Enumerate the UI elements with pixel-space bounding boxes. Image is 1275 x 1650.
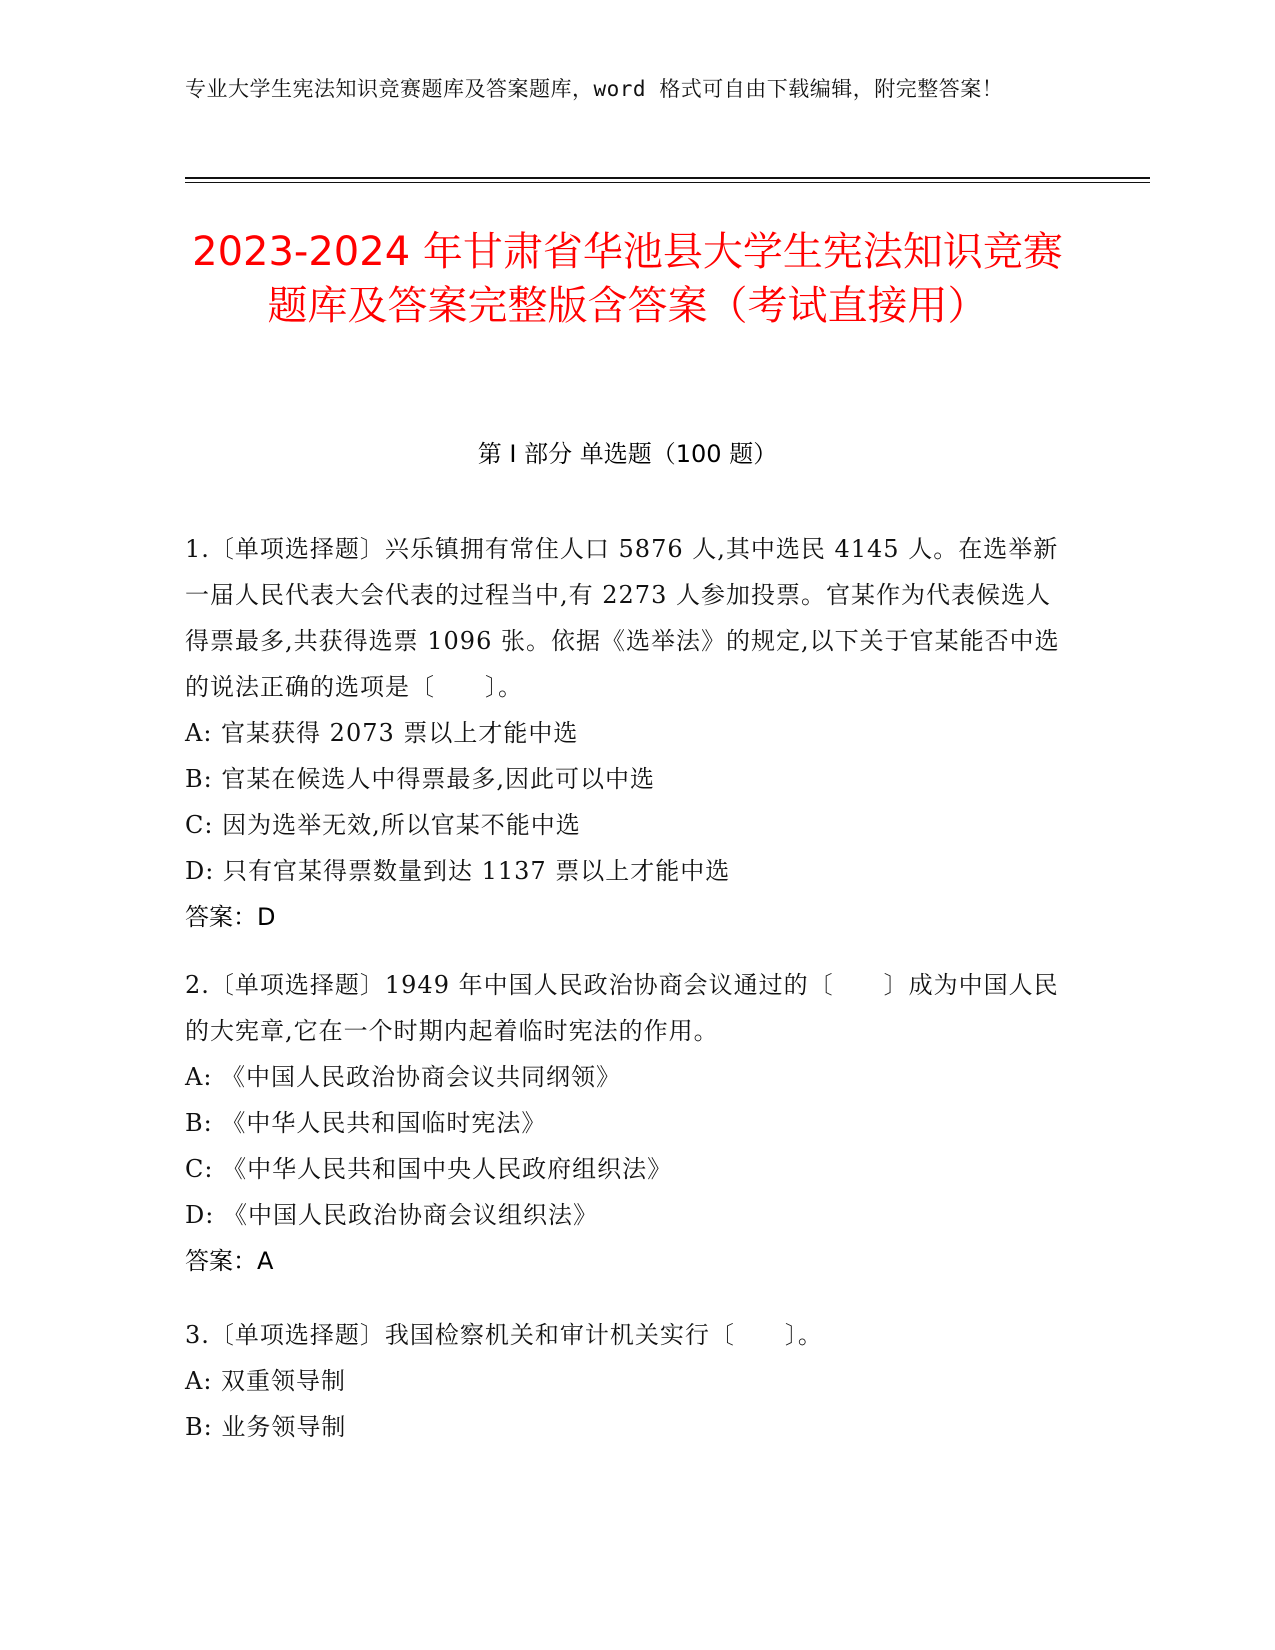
option-a: A: 《中国人民政治协商会议共同纲领》 (185, 1063, 622, 1091)
question-3 (185, 1312, 1070, 1450)
option-d: D: 《中国人民政治协商会议组织法》 (185, 1201, 598, 1229)
document-title: 2023-2024 年甘肃省华池县大学生宪法知识竞赛题库及答案完整版含答案（考试直接用） (192, 229, 1063, 329)
option-b: B: 官某在候选人中得票最多,因此可以中选 (185, 765, 655, 793)
option-b: B: 《中华人民共和国临时宪法》 (185, 1109, 547, 1137)
answer-label: 答案：A (185, 1247, 274, 1275)
question-stem: 1.〔单项选择题〕兴乐镇拥有常住人口 5876 人,其中选民 4145 人。在选举新一届人民代表大会代表的过程当中,有 2273 人参加投票。官某作为代表候选人得票最多,共获得选票 1096 张。依据《选举法》的规定,以下关于官某能否中选的说法正确的选项是〔 〕。 (185, 535, 1060, 701)
question-stem: 3.〔单项选择题〕我国检察机关和审计机关实行〔 〕。 (185, 1321, 823, 1349)
header-note: 专业大学生宪法知识竞赛题库及答案题库，word 格式可自由下载编辑，附完整答案！ (185, 77, 1004, 101)
option-d: D: 只有官某得票数量到达 1137 票以上才能中选 (185, 857, 731, 885)
question-2 (185, 962, 1070, 1284)
option-b: B: 业务领导制 (185, 1413, 347, 1441)
question-stem: 2.〔单项选择题〕1949 年中国人民政治协商会议通过的〔 〕成为中国人民的大宪章,它在一个时期内起着临时宪法的作用。 (185, 971, 1059, 1045)
header-divider-thin (185, 182, 1150, 183)
option-a: A: 双重领导制 (185, 1367, 347, 1395)
section-heading: 第 I 部分 单选题（100 题） (477, 440, 778, 468)
option-c: C: 《中华人民共和国中央人民政府组织法》 (185, 1155, 673, 1183)
option-a: A: 官某获得 2073 票以上才能中选 (185, 719, 579, 747)
option-c: C: 因为选举无效,所以官某不能中选 (185, 811, 581, 839)
header-divider-thick (185, 177, 1150, 179)
question-1 (185, 526, 1070, 940)
answer-label: 答案：D (185, 903, 276, 931)
